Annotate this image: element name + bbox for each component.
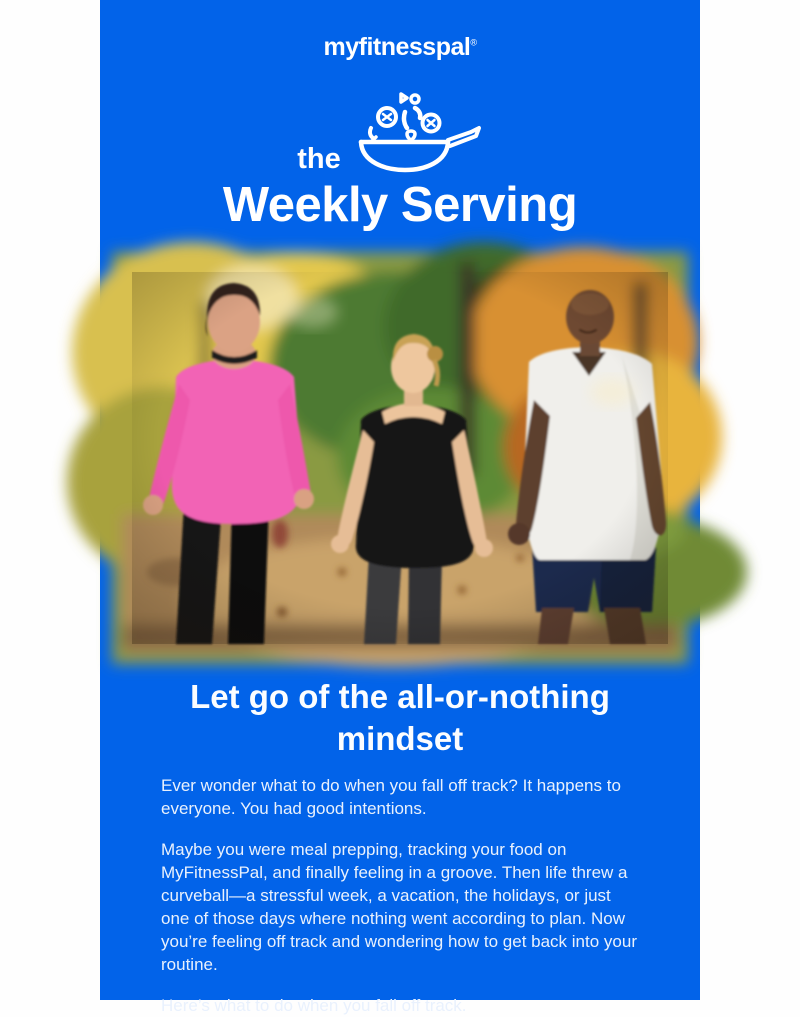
logo-wordmark: myfitnesspal — [323, 33, 471, 61]
masthead-top-row — [90, 90, 690, 180]
email-body — [100, 0, 700, 1015]
article-paragraph: Maybe you were meal prepping, tracking your food on MyFitnessPal, and finally feeling in a groove. Then life threw a curveball—a stressful week, a vacation, the holidays, or just one of those days where nothing went according to plan. Now you’re feeling off track and wondering how to get back into your routine. — [161, 840, 637, 974]
newsletter-masthead — [100, 90, 700, 232]
article-heading: Let go of the all-or-nothing mindset — [190, 678, 610, 757]
hero-image[interactable] — [132, 272, 668, 644]
article-body — [161, 774, 639, 1017]
logo-row — [100, 0, 700, 62]
frying-pan-icon — [343, 90, 483, 180]
masthead-the-label: the — [297, 143, 341, 175]
article-paragraph: Here’s what to do when you fall off track. — [161, 996, 467, 1015]
myfitnesspal-logo[interactable] — [324, 33, 477, 62]
registered-trademark: ® — [470, 37, 477, 48]
masthead-title: Weekly Serving — [222, 178, 578, 232]
photo-lighting-overlay — [132, 272, 668, 644]
article-paragraph: Ever wonder what to do when you fall off track? It happens to everyone. You had good intentions. — [161, 776, 621, 818]
